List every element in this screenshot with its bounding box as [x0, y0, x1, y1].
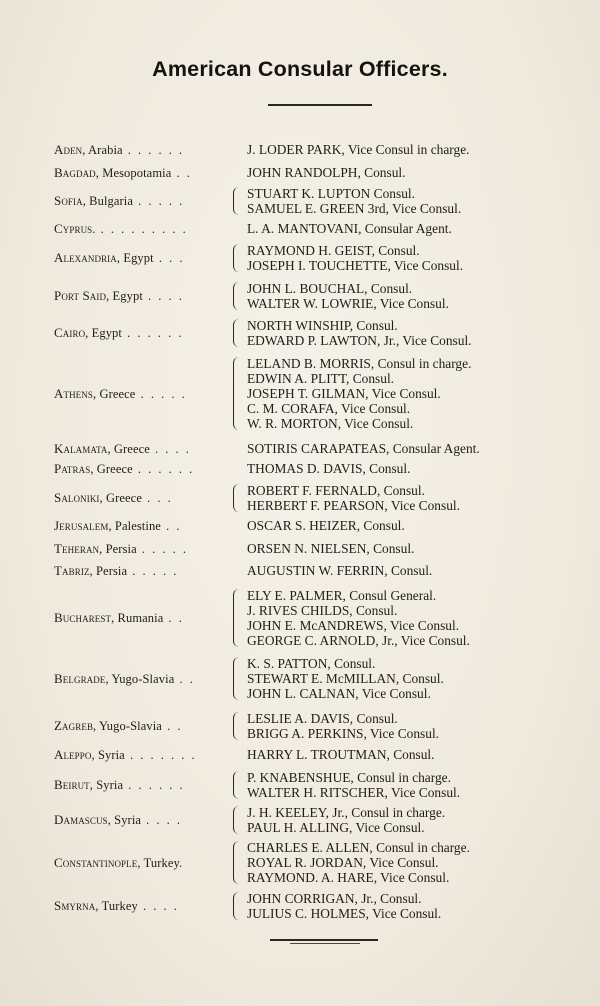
officer-name: ROBERT F. FERNALD, Consul. — [247, 483, 425, 498]
city-name: Athens — [54, 385, 93, 401]
city-name: Kalamata — [54, 440, 108, 456]
city-name: Port Said — [54, 288, 107, 303]
officer-name: THOMAS D. DAVIS, Consul. — [247, 461, 411, 476]
officer-name: J. H. KEELEY, Jr., Consul in charge. — [247, 805, 446, 820]
city-name: Teheran — [54, 540, 100, 556]
leader-dots: . . — [161, 719, 183, 733]
officer-name: WALTER H. RITSCHER, Vice Consul. — [247, 785, 461, 800]
grouping-brace — [233, 806, 240, 834]
officer-list — [247, 165, 405, 180]
officer-name: PAUL H. ALLING, Vice Consul. — [247, 820, 425, 835]
grouping-brace — [233, 484, 240, 512]
officer-name: RAYMOND. A. HARE, Vice Consul. — [247, 870, 450, 885]
country-name: , Egypt — [116, 251, 154, 265]
officer-name: CHARLES E. ALLEN, Consul in charge. — [247, 840, 470, 855]
officer-list — [247, 805, 445, 835]
officer-name: EDWIN A. PLITT, Consul. — [247, 371, 395, 386]
officer-list — [247, 461, 410, 476]
city-name: Bagdad — [54, 164, 96, 180]
officer-list — [247, 891, 441, 921]
leader-dots: . . . . . . — [132, 461, 195, 476]
leader-dots: . . — [171, 165, 192, 180]
grouping-brace — [233, 892, 240, 920]
officer-list — [247, 747, 435, 762]
officer-list — [247, 186, 461, 216]
consulate-location — [54, 461, 194, 477]
officer-name: JOHN E. McANDREWS, Vice Consul. — [247, 618, 460, 633]
country-name: . — [92, 221, 96, 236]
leader-dots: . . . . . — [135, 386, 187, 401]
city-name: Zagreb — [54, 718, 94, 733]
city-name: Alexandria — [54, 250, 117, 265]
officer-name: HERBERT F. PEARSON, Vice Consul. — [247, 498, 460, 513]
grouping-brace — [233, 771, 240, 799]
grouping-brace — [233, 657, 240, 700]
leader-dots: . . . . . . — [122, 142, 185, 157]
officer-name: P. KNABENSHUE, Consul in charge. — [247, 770, 451, 785]
officer-list — [247, 221, 452, 236]
grouping-brace — [233, 187, 240, 215]
leader-dots: . . . . — [141, 813, 183, 827]
consulate-location — [54, 898, 179, 914]
officer-list — [247, 356, 471, 431]
footer-divider — [270, 939, 378, 941]
officer-name: ROYAL R. JORDAN, Vice Consul. — [247, 855, 439, 870]
officer-name: BRIGG A. PERKINS, Vice Consul. — [247, 726, 440, 741]
city-name: Constantinople — [54, 854, 138, 870]
officer-list — [247, 541, 414, 556]
officer-name: STUART K. LUPTON Consul. — [247, 186, 415, 201]
leader-dots: . . . . . . — [121, 326, 184, 340]
leader-dots: . . — [163, 611, 184, 625]
officer-list — [247, 518, 405, 533]
grouping-brace — [233, 712, 240, 740]
country-name: , Egypt — [106, 289, 143, 303]
consulate-location — [54, 671, 195, 687]
country-name: , Mesopotamia — [95, 165, 172, 180]
officer-name: W. R. MORTON, Vice Consul. — [247, 416, 414, 431]
country-name: , Rumania — [111, 611, 164, 625]
officer-name: J. RIVES CHILDS, Consul. — [247, 603, 398, 618]
officer-list — [247, 142, 470, 157]
country-name: , Syria — [107, 813, 142, 827]
grouping-brace — [233, 841, 240, 884]
consulate-location — [54, 610, 184, 626]
grouping-brace — [233, 319, 240, 347]
consulate-location — [54, 777, 185, 793]
officer-name: K. S. PATTON, Consul. — [247, 656, 376, 671]
leader-dots: . . . . — [149, 441, 191, 456]
officer-list — [247, 656, 444, 701]
consulate-location — [54, 747, 197, 763]
country-name: , Yugo-Slavia — [105, 671, 175, 686]
officer-name: HARRY L. TROUTMAN, Consul. — [247, 747, 435, 762]
officer-name: LESLIE A. DAVIS, Consul. — [247, 711, 398, 726]
consulate-location — [54, 165, 192, 181]
officer-name: JOSEPH T. GILMAN, Vice Consul. — [247, 386, 441, 401]
footer-divider-short — [290, 943, 360, 944]
officer-name: SOTIRIS CARAPATEAS, Consular Agent. — [247, 441, 480, 456]
leader-dots: . . — [160, 518, 182, 533]
officer-name: WALTER W. LOWRIE, Vice Consul. — [247, 296, 449, 311]
officer-name: EDWARD P. LAWTON, Jr., Vice Consul. — [247, 333, 472, 348]
city-name: Patras — [54, 460, 91, 476]
city-name: Smyrna — [54, 898, 96, 913]
country-name: , Syria — [91, 747, 125, 762]
officer-name: OSCAR S. HEIZER, Consul. — [247, 518, 405, 533]
country-name: , Palestine — [108, 518, 161, 533]
leader-dots: . . . . . . . — [124, 747, 197, 762]
city-name: Cyprus — [54, 220, 93, 236]
city-name: Damascus — [54, 812, 108, 827]
officer-list — [247, 281, 449, 311]
officer-list — [247, 441, 480, 456]
consulate-location — [54, 193, 184, 209]
consulate-location — [54, 142, 184, 158]
officer-name: JOHN L. BOUCHAL, Consul. — [247, 281, 413, 296]
city-name: Aleppo — [54, 746, 92, 762]
officer-name: J. LODER PARK, Vice Consul in charge. — [247, 142, 470, 157]
city-name: Bucharest — [54, 610, 112, 625]
consulate-location — [54, 221, 188, 237]
country-name: , Turkey — [95, 899, 138, 913]
officer-name: C. M. CORAFA, Vice Consul. — [247, 401, 411, 416]
page-title: American Consular Officers. — [152, 57, 448, 81]
country-name: , Egypt — [85, 326, 122, 340]
grouping-brace — [233, 589, 240, 647]
city-name: Sofia — [54, 193, 83, 208]
leader-dots: . . . . . . — [123, 778, 185, 792]
consulate-location — [54, 325, 183, 341]
consulate-location — [54, 718, 182, 734]
leader-dots: . . . . — [137, 899, 179, 913]
officer-name: JOSEPH I. TOUCHETTE, Vice Consul. — [247, 258, 464, 273]
city-name: Aden — [54, 141, 83, 157]
officer-name: JULIUS C. HOLMES, Vice Consul. — [247, 906, 442, 921]
officer-name: AUGUSTIN W. FERRIN, Consul. — [247, 563, 433, 578]
officer-name: LELAND B. MORRIS, Consul in charge. — [247, 356, 472, 371]
country-name: , Arabia — [82, 142, 123, 157]
officer-name: RAYMOND H. GEIST, Consul. — [247, 243, 420, 258]
city-name: Beirut — [54, 777, 90, 792]
consulate-location — [54, 490, 173, 506]
city-name: Belgrade — [54, 670, 106, 686]
officer-name: ELY E. PALMER, Consul General. — [247, 588, 437, 603]
country-name: , Yugo-Slavia — [93, 719, 162, 733]
city-name: Tabriz — [54, 562, 90, 578]
grouping-brace — [233, 282, 240, 310]
officer-name: NORTH WINSHIP, Consul. — [247, 318, 398, 333]
city-name: Cairo — [54, 325, 86, 340]
officer-list — [247, 563, 432, 578]
officer-name: L. A. MANTOVANI, Consular Agent. — [247, 221, 452, 236]
leader-dots: . . . . . — [133, 194, 185, 208]
consulate-location — [54, 250, 184, 266]
officer-name: ORSEN N. NIELSEN, Consul. — [247, 541, 415, 556]
country-name: , Persia — [99, 541, 137, 556]
officer-name: GEORGE C. ARNOLD, Jr., Vice Consul. — [247, 633, 470, 648]
leader-dots: . . . . . — [127, 563, 179, 578]
city-name: Saloniki — [54, 490, 100, 505]
officer-list — [247, 770, 460, 800]
leader-dots: . . . . . — [136, 541, 188, 556]
officer-list — [247, 483, 460, 513]
grouping-brace — [233, 357, 240, 430]
officer-name: JOHN L. CALNAN, Vice Consul. — [247, 686, 431, 701]
leader-dots: . . — [174, 671, 195, 686]
consulate-location — [54, 288, 184, 304]
leader-dots: . . . — [141, 491, 173, 505]
leader-dots: . . . . . . . . . — [95, 221, 188, 236]
country-name: , Greece — [93, 386, 136, 401]
officer-name: STEWART E. McMILLAN, Consul. — [247, 671, 444, 686]
title-divider — [268, 104, 372, 106]
consulate-location — [54, 441, 191, 457]
consulate-location — [54, 812, 182, 828]
leader-dots: . . . — [153, 251, 185, 265]
officer-name: JOHN CORRIGAN, Jr., Consul. — [247, 891, 422, 906]
country-name: , Greece — [99, 491, 142, 505]
officer-list — [247, 840, 470, 885]
consulate-location — [54, 855, 182, 871]
consulate-location — [54, 386, 187, 402]
grouping-brace — [233, 244, 240, 272]
officer-list — [247, 711, 439, 741]
leader-dots: . . . . — [142, 289, 184, 303]
officer-list — [247, 243, 463, 273]
country-name: , Bulgaria — [82, 194, 134, 208]
consulate-location — [54, 518, 181, 534]
city-name: Jerusalem — [54, 517, 109, 533]
country-name: , Greece — [90, 461, 133, 476]
officer-name: SAMUEL E. GREEN 3rd, Vice Consul. — [247, 201, 462, 216]
consulate-location — [54, 541, 188, 557]
country-name: , Syria — [89, 778, 124, 792]
officer-list — [247, 588, 470, 648]
consulate-location — [54, 563, 178, 579]
officer-list — [247, 318, 472, 348]
officer-name: JOHN RANDOLPH, Consul. — [247, 165, 406, 180]
country-name: , Greece — [107, 441, 150, 456]
country-name: , Turkey. — [137, 855, 183, 870]
country-name: , Persia — [89, 563, 128, 578]
